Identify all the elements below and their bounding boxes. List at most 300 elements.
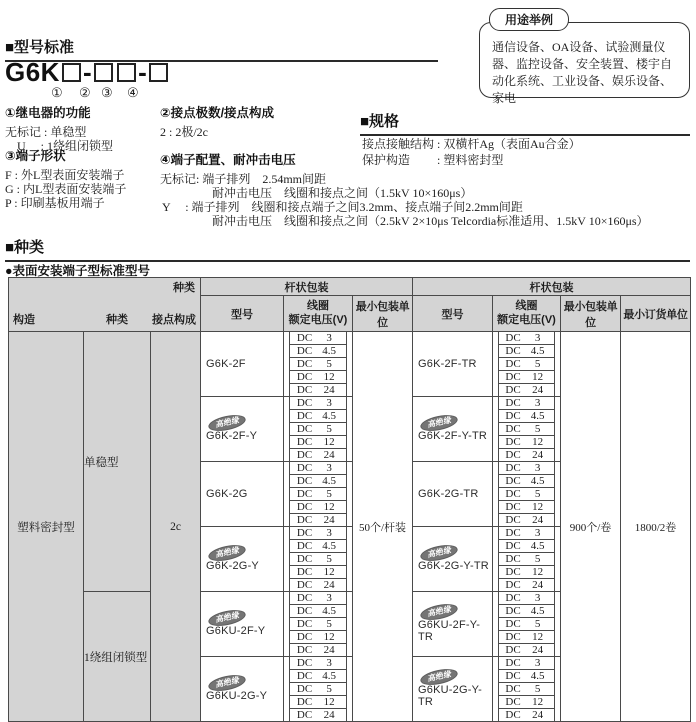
voltage-prefix: DC xyxy=(296,345,313,357)
voltage-prefix: DC xyxy=(505,345,521,357)
voltage-prefix: DC xyxy=(296,527,313,539)
voltage-list xyxy=(498,657,555,721)
model-cell xyxy=(413,527,493,592)
model-cell-content xyxy=(201,416,283,443)
voltage-row xyxy=(499,670,554,683)
section-title-types: ■种类 xyxy=(5,236,690,262)
col-header-min-order: 最小订货单位 xyxy=(621,296,691,332)
voltage-prefix: DC xyxy=(505,423,521,435)
voltage-prefix: DC xyxy=(505,514,521,526)
circled-number-2: ② xyxy=(79,85,91,100)
types-table xyxy=(8,277,691,722)
voltage-cell xyxy=(493,592,561,657)
voltage-cell xyxy=(284,332,353,397)
voltage-row xyxy=(290,566,346,579)
voltage-row xyxy=(499,605,554,618)
voltage-list xyxy=(498,592,555,656)
voltage-value: 3 xyxy=(534,462,541,474)
col-header-coil-voltage-left xyxy=(284,296,353,332)
col-header-contact-config: 接点构成 xyxy=(152,314,196,326)
voltage-row xyxy=(290,475,346,488)
voltage-row xyxy=(290,670,346,683)
voltage-row xyxy=(499,553,554,566)
voltage-prefix: DC xyxy=(505,592,521,604)
types-subtitle: ●表面安装端子型标准型号 xyxy=(5,264,151,278)
model-cell-content xyxy=(201,358,283,370)
voltage-prefix: DC xyxy=(505,618,521,630)
model-name: G6KU-2G-Y xyxy=(206,690,268,703)
voltage-prefix: DC xyxy=(505,397,521,409)
voltage-cell xyxy=(493,527,561,592)
voltage-prefix: DC xyxy=(296,605,313,617)
voltage-row xyxy=(290,449,346,461)
voltage-value: 5 xyxy=(326,553,332,565)
contact-poles-heading: ②接点极数/接点构成 xyxy=(160,106,275,120)
voltage-prefix: DC xyxy=(505,475,521,487)
voltage-value: 4.5 xyxy=(322,345,337,357)
voltage-prefix: DC xyxy=(296,657,313,669)
model-code xyxy=(5,57,170,88)
voltage-prefix: DC xyxy=(296,566,313,578)
model-name: G6K-2F-TR xyxy=(418,358,477,370)
voltage-value: 3 xyxy=(326,397,332,409)
voltage-value: 5 xyxy=(534,683,541,695)
model-cell-content xyxy=(413,416,492,443)
voltage-prefix: DC xyxy=(296,371,313,383)
col-header-model-right: 型号 xyxy=(413,296,493,332)
voltage-value: 5 xyxy=(326,423,332,435)
model-cell-content xyxy=(413,605,492,644)
voltage-value: 24 xyxy=(532,384,544,396)
terminal-shape-line: F : 外L型表面安装端子 xyxy=(5,168,125,182)
voltage-list xyxy=(289,657,347,721)
voltage-prefix: DC xyxy=(505,631,521,643)
voltage-value: 24 xyxy=(323,449,335,461)
voltage-list xyxy=(498,332,555,396)
voltage-cell xyxy=(284,527,353,592)
col-header-construction: 构造 xyxy=(13,314,35,326)
group-header-stick-packaging-left: 杆状包装 xyxy=(201,278,413,296)
voltage-row xyxy=(499,618,554,631)
model-cell xyxy=(201,592,284,657)
voltage-value: 5 xyxy=(534,358,541,370)
voltage-value: 12 xyxy=(532,501,544,513)
voltage-prefix: DC xyxy=(296,696,313,708)
model-cell xyxy=(413,397,493,462)
voltage-prefix: DC xyxy=(505,436,521,448)
high-insulation-badge: 高绝缘 xyxy=(419,601,459,622)
min-pack-right-cell: 900个/卷 xyxy=(561,332,621,722)
voltage-value: 12 xyxy=(323,696,335,708)
voltage-row xyxy=(290,683,346,696)
kind-cell-latching: 1绕组闭锁型 xyxy=(84,592,151,722)
contact-config-cell: 2c xyxy=(151,332,201,722)
terminal-config-line: 耐冲击电压 线圈和接点之间（2.5kV 2×10μs Telcordia标准适用、1.5kV 10×160μs） xyxy=(212,214,649,228)
voltage-prefix: DC xyxy=(505,501,521,513)
voltage-row xyxy=(290,384,346,396)
voltage-value: 4.5 xyxy=(322,605,337,617)
voltage-cell xyxy=(493,657,561,722)
model-cell xyxy=(413,332,493,397)
model-name: G6K-2F xyxy=(206,358,246,370)
coil-label: 线圈 xyxy=(307,300,330,313)
voltage-row xyxy=(499,514,554,526)
voltage-prefix: DC xyxy=(296,540,313,552)
voltage-row xyxy=(290,592,346,605)
col-header-model-left: 型号 xyxy=(201,296,284,332)
voltage-value: 24 xyxy=(323,579,335,591)
voltage-prefix: DC xyxy=(296,475,313,487)
model-name: G6K-2F-Y-TR xyxy=(418,430,488,443)
relay-function-line: U : 1绕组闭锁型 xyxy=(5,139,114,153)
voltage-row xyxy=(499,345,554,358)
voltage-value: 3 xyxy=(326,592,332,604)
voltage-value: 4.5 xyxy=(530,345,545,357)
voltage-value: 4.5 xyxy=(322,540,337,552)
terminal-shape-heading: ③端子形状 xyxy=(5,149,66,163)
usage-examples-text: 通信设备、OA设备、试验测量仪器、监控设备、安全装置、楼宇自动化系统、工业设备、娱乐设备、家电 xyxy=(492,40,673,106)
model-name: G6K-2G-Y xyxy=(206,560,259,573)
voltage-value: 3 xyxy=(326,527,332,539)
voltage-row xyxy=(290,618,346,631)
model-name: G6K-2G-Y-TR xyxy=(418,560,489,573)
voltage-value: 3 xyxy=(326,462,332,474)
contact-poles-block xyxy=(160,103,350,139)
voltage-prefix: DC xyxy=(296,501,313,513)
voltage-list xyxy=(289,527,347,591)
voltage-prefix: DC xyxy=(505,540,521,552)
voltage-cell xyxy=(284,462,353,527)
voltage-value: 5 xyxy=(534,553,541,565)
voltage-row xyxy=(499,527,554,540)
voltage-value: 5 xyxy=(326,618,332,630)
voltage-prefix: DC xyxy=(505,683,521,695)
terminal-config-line: Y : 端子排列 线圈和接点端子之间3.2mm、接点端子间2.2mm间距 xyxy=(162,200,523,214)
model-cell xyxy=(201,527,284,592)
voltage-row xyxy=(499,332,554,345)
voltage-value: 24 xyxy=(532,514,544,526)
terminal-shape-block xyxy=(5,146,155,210)
voltage-prefix: DC xyxy=(296,449,313,461)
voltage-prefix: DC xyxy=(296,384,313,396)
voltage-prefix: DC xyxy=(296,709,313,721)
voltage-row xyxy=(499,449,554,461)
model-name: G6KU-2F-Y-TR xyxy=(418,619,481,644)
voltage-row xyxy=(290,488,346,501)
voltage-row xyxy=(290,644,346,656)
voltage-prefix: DC xyxy=(296,410,313,422)
contact-poles-line: 2 : 2极/2c xyxy=(160,125,208,139)
voltage-cell xyxy=(493,462,561,527)
voltage-value: 4.5 xyxy=(530,605,545,617)
model-code-box-4 xyxy=(149,63,168,82)
high-insulation-badge: 高绝缘 xyxy=(207,412,247,433)
voltage-value: 5 xyxy=(534,618,541,630)
model-name: G6KU-2G-Y-TR xyxy=(418,684,482,709)
model-cell xyxy=(201,397,284,462)
high-insulation-badge: 高绝缘 xyxy=(207,542,247,563)
coil-label: 线圈 xyxy=(515,300,538,313)
voltage-row xyxy=(499,462,554,475)
voltage-list xyxy=(289,592,347,656)
voltage-value: 24 xyxy=(532,709,544,721)
voltage-row xyxy=(290,514,346,526)
voltage-value: 24 xyxy=(323,514,335,526)
voltage-prefix: DC xyxy=(505,488,521,500)
voltage-row xyxy=(290,371,346,384)
voltage-row xyxy=(499,475,554,488)
voltage-row xyxy=(290,345,346,358)
terminal-config-heading: ④端子配置、耐冲击电压 xyxy=(160,153,296,167)
voltage-prefix: DC xyxy=(505,553,521,565)
voltage-value: 3 xyxy=(326,657,332,669)
construction-cell: 塑料密封型 xyxy=(9,332,84,722)
col-header-kind: 种类 xyxy=(106,314,128,326)
voltage-row xyxy=(499,358,554,371)
voltage-value: 24 xyxy=(323,644,335,656)
voltage-cell xyxy=(284,397,353,462)
voltage-cell xyxy=(284,592,353,657)
model-cell-content xyxy=(413,546,492,573)
voltage-row xyxy=(499,423,554,436)
voltage-value: 3 xyxy=(534,592,541,604)
circled-number-3: ③ xyxy=(101,85,113,100)
voltage-value: 24 xyxy=(532,449,544,461)
model-code-dash-2: - xyxy=(138,57,148,87)
voltage-row xyxy=(499,540,554,553)
voltage-prefix: DC xyxy=(296,332,313,344)
voltage-prefix: DC xyxy=(505,657,521,669)
voltage-value: 4.5 xyxy=(530,475,545,487)
voltage-value: 24 xyxy=(532,579,544,591)
voltage-row xyxy=(499,657,554,670)
voltage-prefix: DC xyxy=(505,527,521,539)
voltage-row xyxy=(499,488,554,501)
rated-voltage-label: 额定电压(V) xyxy=(497,313,556,326)
model-cell-content xyxy=(413,670,492,709)
voltage-value: 3 xyxy=(534,657,541,669)
voltage-cell xyxy=(284,657,353,722)
voltage-row xyxy=(499,397,554,410)
voltage-value: 4.5 xyxy=(322,410,337,422)
voltage-cell xyxy=(493,332,561,397)
voltage-row xyxy=(499,644,554,656)
col-header-min-pack-right: 最小包装单位 xyxy=(561,296,621,332)
voltage-value: 4.5 xyxy=(530,410,545,422)
voltage-row xyxy=(290,631,346,644)
voltage-prefix: DC xyxy=(505,644,521,656)
model-name: G6KU-2F-Y xyxy=(206,625,266,638)
model-code-box-3 xyxy=(117,63,136,82)
voltage-value: 3 xyxy=(534,332,541,344)
voltage-value: 4.5 xyxy=(530,670,545,682)
section-title-spec: ■规格 xyxy=(360,110,690,136)
voltage-row xyxy=(499,631,554,644)
voltage-value: 24 xyxy=(323,709,335,721)
voltage-prefix: DC xyxy=(505,358,521,370)
voltage-prefix: DC xyxy=(296,358,313,370)
voltage-prefix: DC xyxy=(505,462,521,474)
spec-line: 接点接触结构 : 双横杆Ag（表面Au合金） xyxy=(362,137,581,151)
voltage-value: 24 xyxy=(323,384,335,396)
voltage-row xyxy=(499,579,554,591)
group-header-stick-packaging-right: 杆状包装 xyxy=(413,278,691,296)
voltage-prefix: DC xyxy=(296,644,313,656)
voltage-list xyxy=(498,527,555,591)
corner-kind-label: 种类 xyxy=(173,282,196,294)
voltage-prefix: DC xyxy=(296,514,313,526)
voltage-list xyxy=(498,462,555,526)
voltage-row xyxy=(499,696,554,709)
voltage-prefix: DC xyxy=(296,592,313,604)
voltage-row xyxy=(290,696,346,709)
voltage-row xyxy=(499,501,554,514)
spec-block xyxy=(362,136,690,168)
voltage-value: 12 xyxy=(323,436,335,448)
model-name: G6K-2G xyxy=(206,488,248,500)
voltage-row xyxy=(499,592,554,605)
model-cell-content xyxy=(413,358,492,370)
high-insulation-badge: 高绝缘 xyxy=(419,666,459,687)
col-header-min-pack-left: 最小包装单位 xyxy=(353,296,413,332)
model-cell xyxy=(413,657,493,722)
model-cell xyxy=(201,462,284,527)
spec-line: 保护构造 : 塑料密封型 xyxy=(362,153,504,167)
model-cell-content xyxy=(413,488,492,500)
model-cell-content xyxy=(201,611,283,638)
voltage-row xyxy=(290,540,346,553)
circled-number-4: ④ xyxy=(127,85,139,100)
voltage-prefix: DC xyxy=(505,410,521,422)
voltage-value: 12 xyxy=(323,371,335,383)
terminal-config-line: 耐冲击电压 线圈和接点之间（1.5kV 10×160μs） xyxy=(212,186,473,200)
voltage-row xyxy=(290,462,346,475)
model-code-dash-1: - xyxy=(82,57,93,87)
voltage-row xyxy=(499,371,554,384)
voltage-row xyxy=(290,436,346,449)
high-insulation-badge: 高绝缘 xyxy=(207,607,247,628)
voltage-row xyxy=(499,436,554,449)
circled-number-1: ① xyxy=(51,85,63,100)
col-header-coil-voltage-right xyxy=(493,296,561,332)
relay-function-heading: ①继电器的功能 xyxy=(5,106,91,120)
voltage-value: 12 xyxy=(323,631,335,643)
voltage-prefix: DC xyxy=(505,605,521,617)
voltage-prefix: DC xyxy=(296,683,313,695)
high-insulation-badge: 高绝缘 xyxy=(207,672,247,693)
usage-examples-box xyxy=(479,22,690,106)
voltage-prefix: DC xyxy=(505,384,521,396)
voltage-row xyxy=(290,397,346,410)
voltage-prefix: DC xyxy=(505,449,521,461)
voltage-value: 5 xyxy=(534,488,541,500)
voltage-prefix: DC xyxy=(296,553,313,565)
voltage-row xyxy=(290,501,346,514)
voltage-value: 12 xyxy=(532,696,544,708)
model-cell xyxy=(201,657,284,722)
voltage-value: 12 xyxy=(532,436,544,448)
voltage-value: 12 xyxy=(532,631,544,643)
model-cell xyxy=(413,592,493,657)
voltage-prefix: DC xyxy=(296,423,313,435)
voltage-value: 5 xyxy=(534,423,541,435)
voltage-row xyxy=(499,384,554,396)
relay-function-line: 无标记 : 单稳型 xyxy=(5,125,87,139)
voltage-value: 4.5 xyxy=(322,670,337,682)
voltage-row xyxy=(499,566,554,579)
voltage-prefix: DC xyxy=(296,462,313,474)
model-group-row xyxy=(9,332,691,397)
model-code-prefix: G6K xyxy=(5,57,60,87)
voltage-prefix: DC xyxy=(296,436,313,448)
voltage-list xyxy=(289,397,347,461)
voltage-row xyxy=(290,553,346,566)
voltage-prefix: DC xyxy=(505,696,521,708)
voltage-row xyxy=(499,410,554,423)
voltage-prefix: DC xyxy=(296,670,313,682)
model-cell-content xyxy=(201,546,283,573)
voltage-cell xyxy=(493,397,561,462)
high-insulation-badge: 高绝缘 xyxy=(419,542,459,563)
voltage-value: 12 xyxy=(532,371,544,383)
voltage-value: 12 xyxy=(323,566,335,578)
voltage-prefix: DC xyxy=(296,579,313,591)
voltage-prefix: DC xyxy=(296,618,313,630)
section-title-model-standard: ■型号标准 xyxy=(5,36,438,62)
voltage-value: 3 xyxy=(326,332,332,344)
voltage-value: 4.5 xyxy=(322,475,337,487)
voltage-row xyxy=(290,358,346,371)
model-code-box-2 xyxy=(94,63,113,82)
model-name: G6K-2F-Y xyxy=(206,430,258,443)
voltage-list xyxy=(498,397,555,461)
voltage-prefix: DC xyxy=(505,332,521,344)
voltage-row xyxy=(290,410,346,423)
voltage-prefix: DC xyxy=(296,488,313,500)
voltage-prefix: DC xyxy=(505,371,521,383)
model-cell xyxy=(413,462,493,527)
voltage-prefix: DC xyxy=(505,709,521,721)
voltage-value: 4.5 xyxy=(530,540,545,552)
high-insulation-badge: 高绝缘 xyxy=(419,412,459,433)
model-cell-content xyxy=(201,488,283,500)
model-name: G6K-2G-TR xyxy=(418,488,479,500)
voltage-prefix: DC xyxy=(505,670,521,682)
voltage-value: 12 xyxy=(323,501,335,513)
voltage-row xyxy=(290,657,346,670)
voltage-value: 3 xyxy=(534,527,541,539)
voltage-list xyxy=(289,462,347,526)
voltage-value: 3 xyxy=(534,397,541,409)
voltage-value: 12 xyxy=(532,566,544,578)
usage-examples-label: 用途举例 xyxy=(489,8,569,31)
voltage-list xyxy=(289,332,347,396)
min-pack-left-cell: 50个/杆装 xyxy=(353,332,413,722)
model-cell xyxy=(201,332,284,397)
terminal-config-line: 无标记: 端子排列 2.54mm间距 xyxy=(160,172,327,186)
voltage-row xyxy=(499,683,554,696)
kind-cell-monostable: 单稳型 xyxy=(84,332,151,592)
voltage-value: 5 xyxy=(326,488,332,500)
table-corner-header xyxy=(9,278,201,332)
model-code-box-1 xyxy=(62,63,81,82)
terminal-shape-line: G : 内L型表面安装端子 xyxy=(5,182,127,196)
voltage-prefix: DC xyxy=(296,397,313,409)
voltage-row xyxy=(290,579,346,591)
voltage-prefix: DC xyxy=(296,631,313,643)
voltage-prefix: DC xyxy=(505,579,521,591)
voltage-value: 5 xyxy=(326,358,332,370)
